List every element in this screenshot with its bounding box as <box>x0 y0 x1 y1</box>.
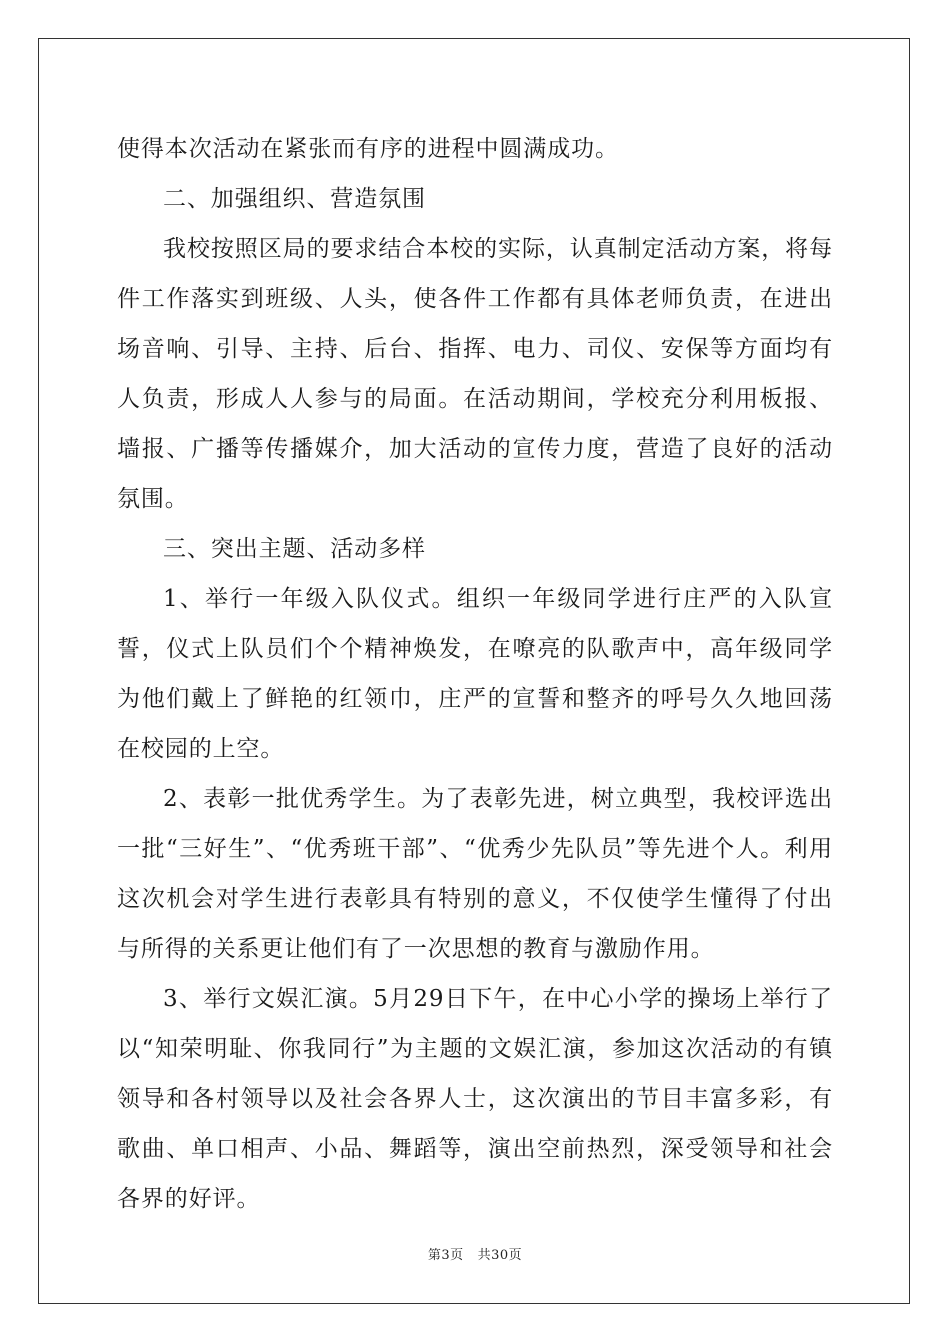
paragraph-item-1: 1、举行一年级入队仪式。组织一年级同学进行庄严的入队宣誓，仪式上队员们个个精神焕发，在嘹亮的队歌声中，高年级同学为他们戴上了鲜艳的红领巾，庄严的宣誓和整齐的呼号久久地回荡在校园的上空。 <box>117 586 833 762</box>
page-number: 第3页 <box>427 1248 464 1263</box>
page-footer <box>0 1244 950 1263</box>
document-body <box>117 124 833 1224</box>
page-total: 共30页 <box>477 1248 523 1263</box>
paragraph-item-2: 2、表彰一批优秀学生。为了表彰先进，树立典型，我校评选出一批“三好生”、“优秀班干部”、“优秀少先队员”等先进个人。利用这次机会对学生进行表彰具有特别的意义，不仅使学生懂得了付出与所得的关系更让他们有了一次思想的教育与激励作用。 <box>117 786 833 962</box>
section-heading-3: 三、突出主题、活动多样 <box>163 536 426 562</box>
paragraph-item-3: 3、举行文娱汇演。5月29日下午，在中心小学的操场上举行了以“知荣明耻、你我同行”为主题的文娱汇演，参加这次活动的有镇领导和各村领导以及社会各界人士，这次演出的节目丰富多彩，有歌曲、单口相声、小品、舞蹈等，演出空前热烈，深受领导和社会各界的好评。 <box>117 986 833 1212</box>
section-heading-2: 二、加强组织、营造氛围 <box>163 186 426 212</box>
paragraph-organization: 我校按照区局的要求结合本校的实际，认真制定活动方案，将每件工作落实到班级、人头，使各件工作都有具体老师负责，在进出场音响、引导、主持、后台、指挥、电力、司仪、安保等方面均有人负责，形成人人参与的局面。在活动期间，学校充分利用板报、墙报、广播等传播媒介，加大活动的宣传力度，营造了良好的活动氛围。 <box>117 236 833 512</box>
paragraph-continuation: 使得本次活动在紧张而有序的进程中圆满成功。 <box>117 136 619 162</box>
